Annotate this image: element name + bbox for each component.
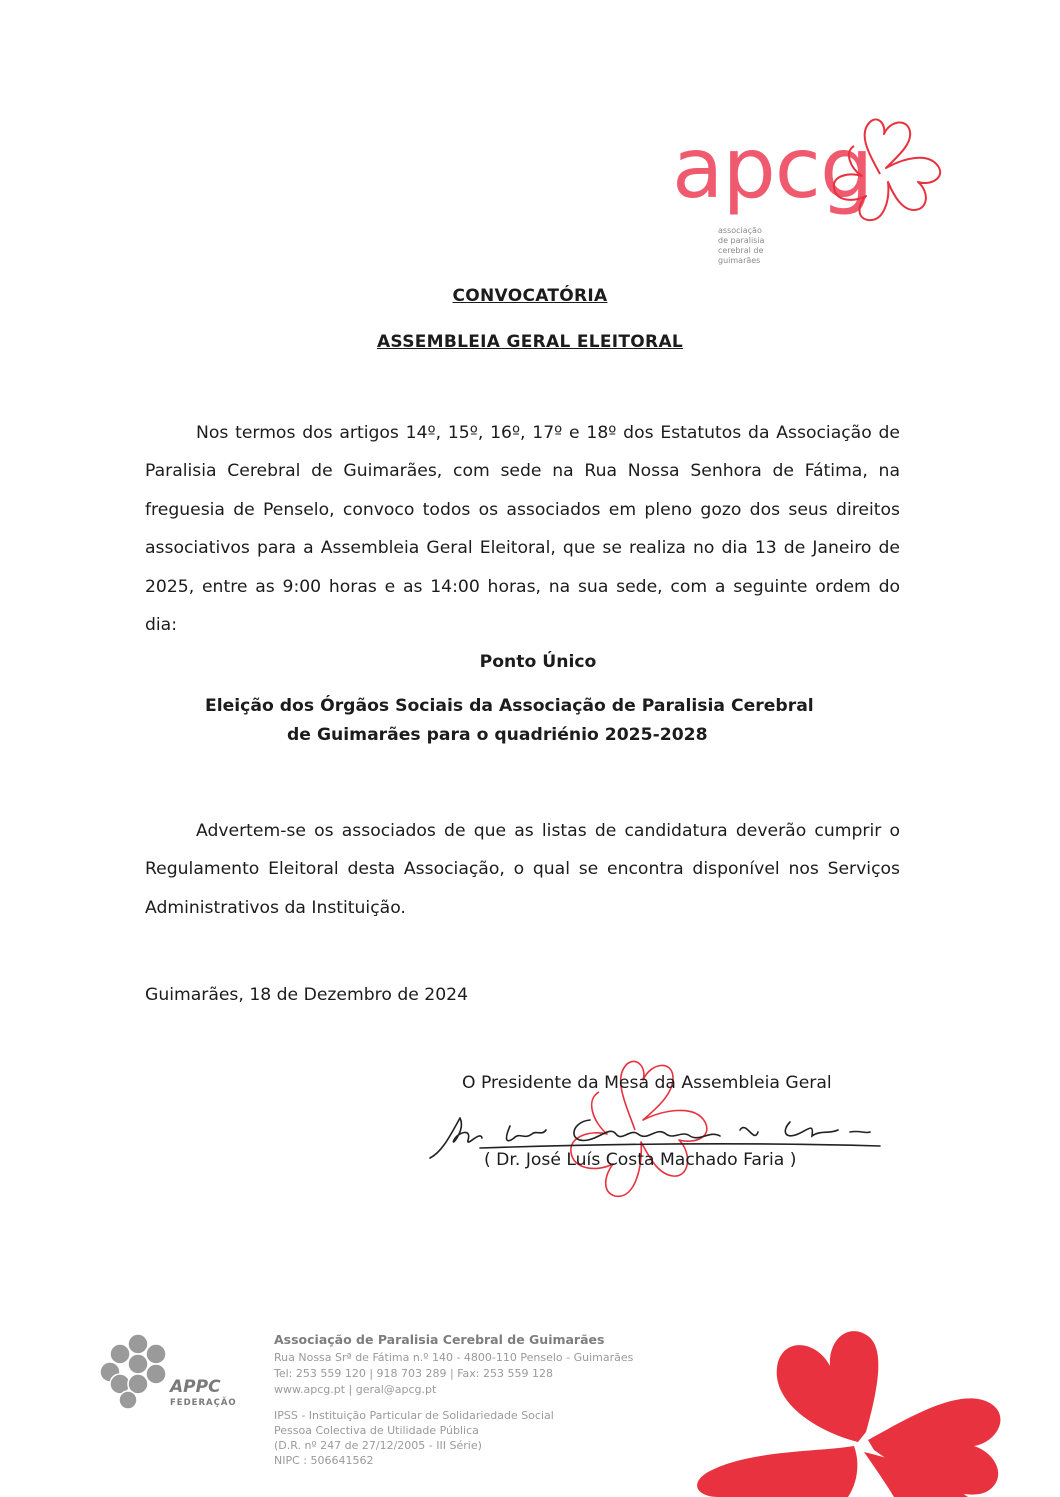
footer-ipss: IPSS - Instituição Particular de Solidariedade Social: [274, 1409, 554, 1422]
document-subtitle: ASSEMBLEIA GERAL ELEITORAL: [376, 332, 684, 352]
body-paragraph: Advertem-se os associados de que as listas de candidatura deverão cumprir o Regulamento Eleitoral desta Associação, o qual se encontra disponível nos Serviços Administrativos da Instituição.: [145, 821, 900, 918]
logo-sub-line: guimarães: [718, 256, 761, 265]
footer-web: www.apcg.pt | geral@apcg.pt: [274, 1383, 437, 1396]
date-line: Guimarães, 18 de Dezembro de 2024: [145, 985, 469, 1005]
logo-sub-line: associação: [718, 226, 762, 235]
agenda-item: de Guimarães para o quadriénio 2025-2028: [287, 725, 708, 745]
agenda-item: Eleição dos Órgãos Sociais da Associação de Paralisia Cerebral: [205, 696, 814, 716]
logo-sub-line: de paralisia: [718, 236, 765, 245]
apcg-logo-text: apcg: [672, 119, 873, 217]
flower-outline-icon: [818, 112, 958, 230]
logo-sub-line: cerebral de: [718, 246, 764, 255]
body-paragraph: Nos termos dos artigos 14º, 15º, 16º, 17º e 18º dos Estatutos da Associação de Paralisia Cerebral de Guimarães, com sede na Rua Nossa Senhora de Fátima, na freguesia de Penselo, convoco todos os associados em pleno gozo dos seus direitos associativos para a Assembleia Geral Eleitoral, que se realiza no dia 13 de Janeiro de 2025, entre as 9:00 horas e as 14:00 horas, na sua sede, com a seguinte ordem do dia:: [145, 423, 900, 636]
apcg-logo-subtitle: [718, 226, 808, 266]
agenda-heading: Ponto Único: [479, 652, 597, 672]
footer-address: Rua Nossa Srª de Fátima n.º 140 - 4800-110 Penselo - Guimarães: [274, 1351, 634, 1364]
footer-org-name: Associação de Paralisia Cerebral de Guimarães: [274, 1332, 605, 1347]
footer-utilidade: Pessoa Colectiva de Utilidade Pública: [274, 1424, 479, 1437]
red-flower-icon: [668, 1322, 1060, 1497]
appc-logo-text: APPC: [170, 1377, 221, 1397]
document-title: CONVOCATÓRIA: [452, 286, 608, 306]
appc-hexagon-logo-icon: [98, 1332, 178, 1412]
footer-nipc: NIPC : 506641562: [274, 1454, 374, 1467]
footer-dr: (D.R. nº 247 de 27/12/2005 - III Série): [274, 1439, 482, 1452]
signature-name: ( Dr. José Luís Costa Machado Faria ): [484, 1150, 797, 1170]
appc-logo-subtitle: FEDERAÇÃO: [170, 1398, 237, 1408]
signature-role: O Presidente da Mesa da Assembleia Geral: [462, 1073, 832, 1093]
footer-phone: Tel: 253 559 120 | 918 703 289 | Fax: 253 559 128: [274, 1367, 553, 1380]
